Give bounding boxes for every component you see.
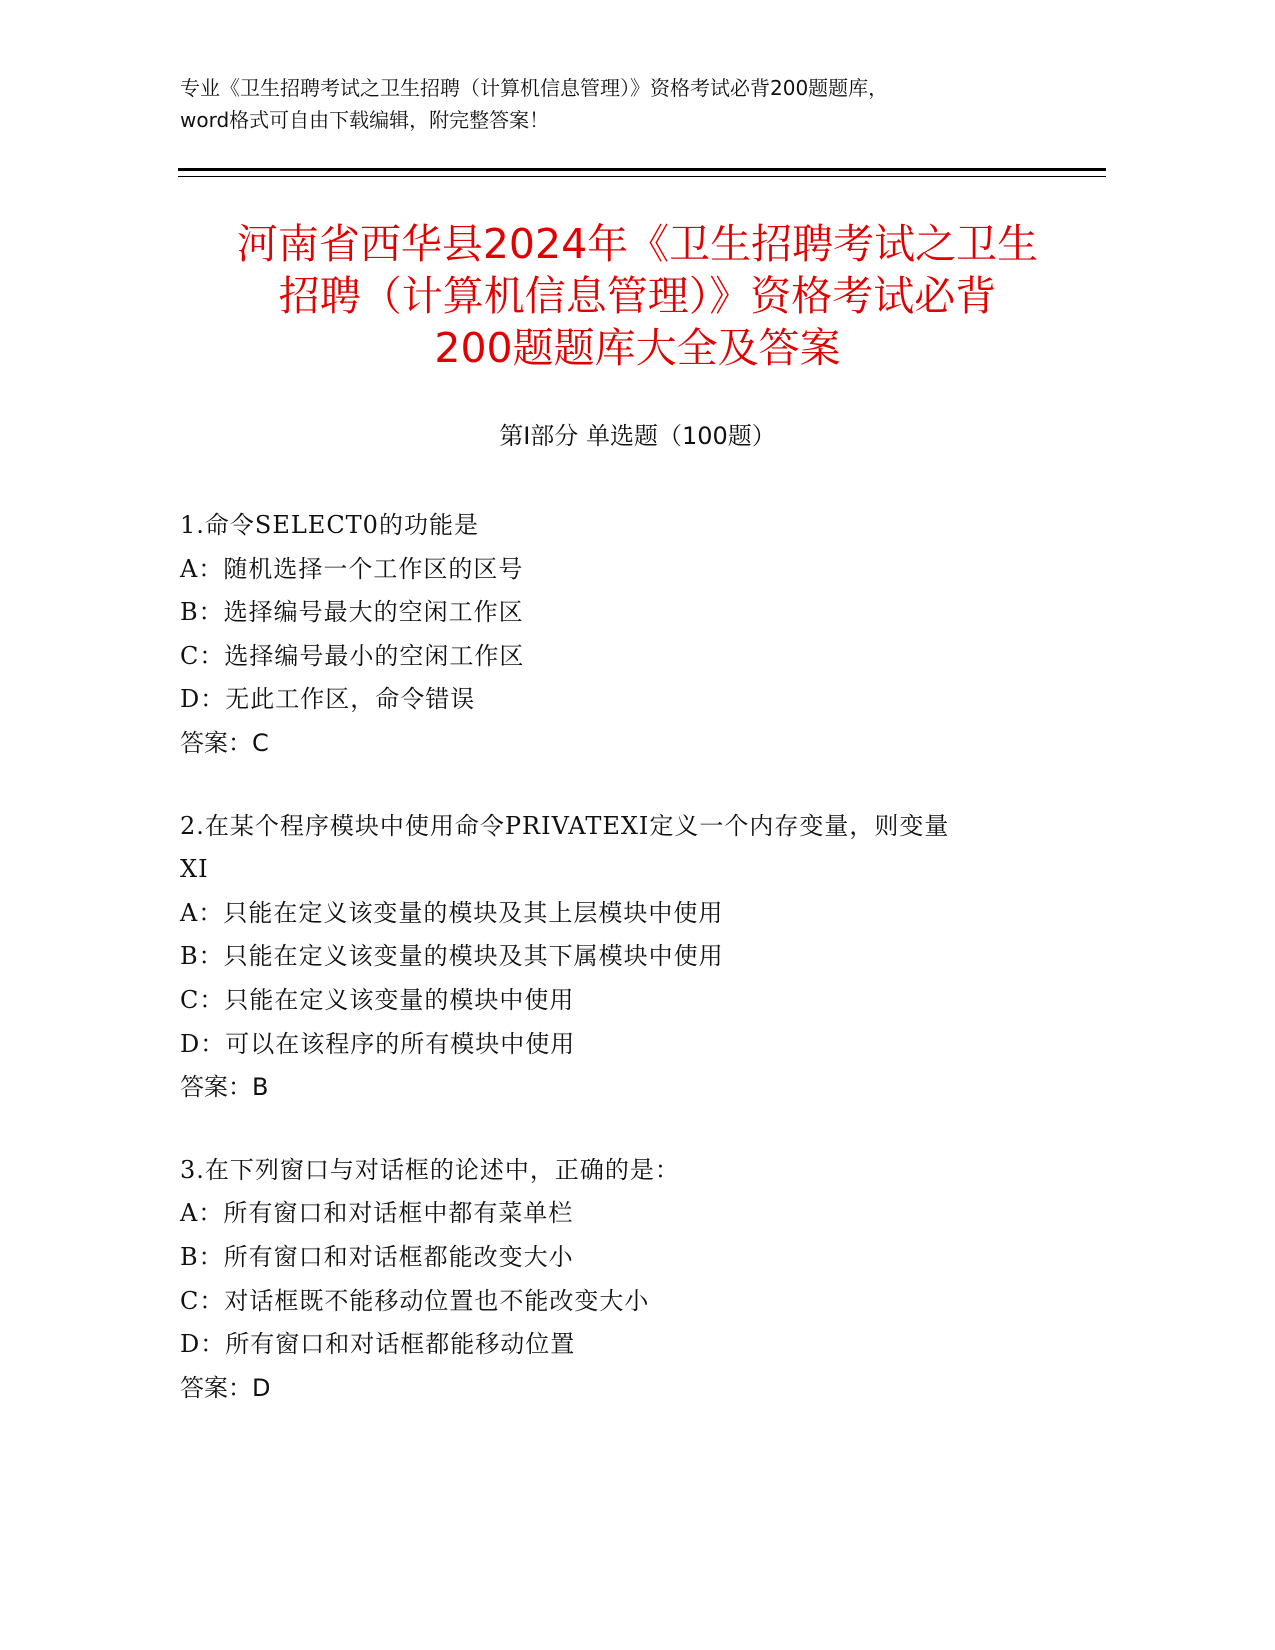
answer-text: 答案：B	[180, 1073, 269, 1102]
document-title	[160, 218, 1115, 374]
option-a: A：只能在定义该变量的模块及其上层模块中使用	[180, 898, 724, 927]
option-c: C：只能在定义该变量的模块中使用	[180, 985, 575, 1014]
header-divider-thin	[178, 176, 1106, 177]
document-title-line-3: 200题题库大全及答案	[434, 324, 841, 372]
option-c: C：选择编号最小的空闲工作区	[180, 641, 525, 670]
option-d: D：无此工作区，命令错误	[180, 685, 476, 714]
option-d: D：可以在该程序的所有模块中使用	[180, 1029, 576, 1058]
answer-text: 答案：D	[180, 1373, 271, 1402]
question-stem: 2.在某个程序模块中使用命令PRIVATEXI定义一个内存变量，则变量	[180, 811, 950, 840]
document-title-line-1: 河南省西华县2024年《卫生招聘考试之卫生	[236, 220, 1039, 268]
option-b: B：所有窗口和对话框都能改变大小	[180, 1242, 574, 1271]
answer-text: 答案：C	[180, 728, 269, 757]
question-item	[180, 805, 1040, 1110]
question-list	[180, 504, 1040, 1449]
section-heading: 第Ⅰ部分 单选题（100题）	[499, 422, 776, 450]
option-d: D：所有窗口和对话框都能移动位置	[180, 1330, 576, 1359]
option-b: B：只能在定义该变量的模块及其下属模块中使用	[180, 942, 724, 971]
option-a: A：随机选择一个工作区的区号	[180, 554, 524, 583]
option-c: C：对话框既不能移动位置也不能改变大小	[180, 1286, 650, 1315]
option-b: B：选择编号最大的空闲工作区	[180, 598, 524, 627]
question-stem: 1.命令SELECT0的功能是	[180, 511, 479, 539]
question-item	[180, 1149, 1040, 1411]
header-note-line-1: 专业《卫生招聘考试之卫生招聘（计算机信息管理）》资格考试必背200题题库，	[180, 76, 889, 100]
header-note	[180, 72, 1110, 136]
header-divider-thick	[178, 168, 1106, 171]
option-a: A：所有窗口和对话框中都有菜单栏	[180, 1199, 574, 1228]
document-title-line-2: 招聘（计算机信息管理）》资格考试必背	[278, 272, 997, 320]
question-stem: 3.在下列窗口与对话框的论述中，正确的是：	[180, 1155, 680, 1184]
question-stem-continuation: XI	[180, 855, 209, 884]
header-note-line-2: word格式可自由下载编辑，附完整答案！	[180, 108, 550, 132]
question-item	[180, 504, 1040, 766]
